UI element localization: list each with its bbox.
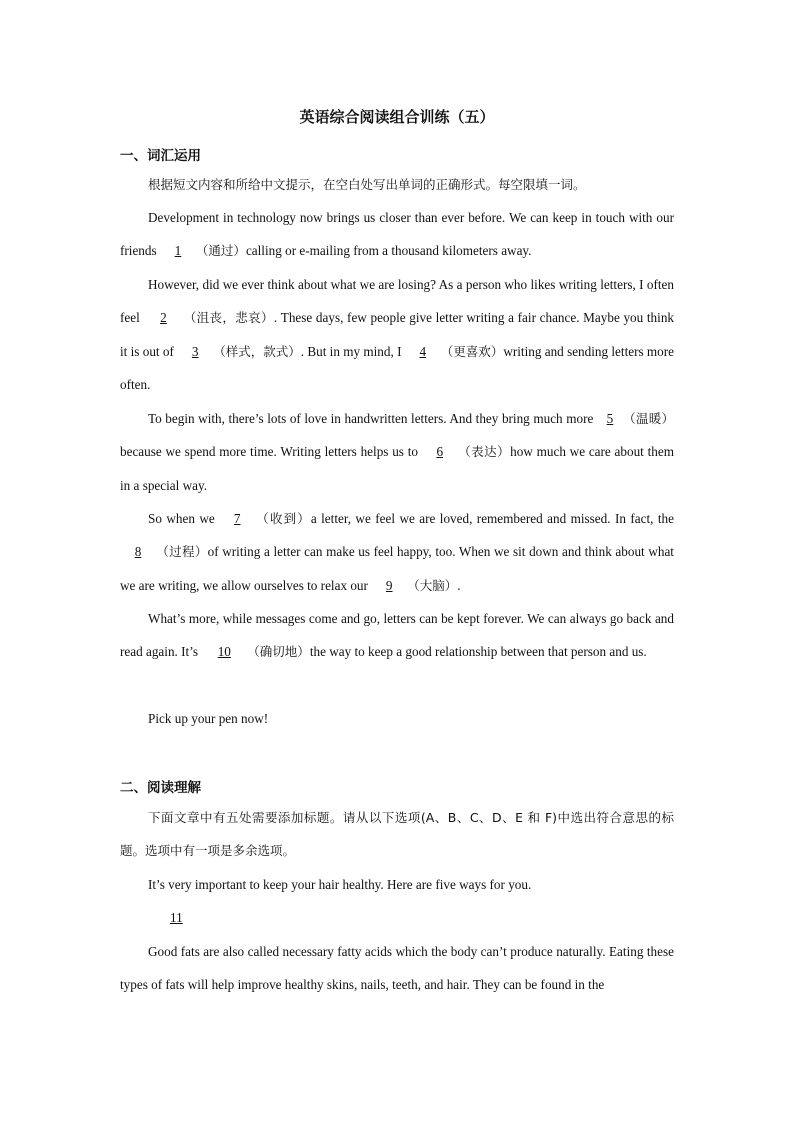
paragraph-text: Development in technology now brings us closer than ever before. We can keep in touch with our friends xyxy=(120,210,674,259)
blank-2[interactable]: 2 xyxy=(160,310,167,326)
paragraph-text: how much we care about them in a special way. xyxy=(120,444,674,493)
hint-7: （收到） xyxy=(255,511,311,526)
instruction-text: 根据短文内容和所给中文提示，在空白处写出单词的正确形式。每空限填一词。 xyxy=(148,177,586,192)
paragraph-text: What’s more, while messages come and go, letters can be kept forever. We can always go back and read again. It’s xyxy=(120,611,674,660)
page-title: 英语综合阅读组合训练（五） xyxy=(299,108,495,126)
hint-2: （沮丧，悲哀） xyxy=(183,310,274,326)
paragraph-text: Good fats are also called necessary fatty acids which the body can’t produce naturally. Eating these types of fats will help improve healthy skins, nails, teeth, and hair. They can be found in the xyxy=(120,944,674,993)
paragraph-text: . These days, few people give letter writing a fair chance. Maybe you think it is out of xyxy=(120,310,675,359)
blank-4[interactable]: 4 xyxy=(419,343,427,359)
paragraph-text: . But in my mind, I xyxy=(300,343,402,359)
paragraph-text: So when we xyxy=(148,511,215,526)
paragraph-text: It’s very important to keep your hair healthy. Here are five ways for you. xyxy=(148,877,532,892)
blank-5[interactable]: 5 xyxy=(606,411,614,426)
paragraph-text: the way to keep a good relationship between that person and us. xyxy=(309,644,647,660)
reading-paragraph-1 xyxy=(120,935,674,1002)
blank-8[interactable]: 8 xyxy=(134,544,142,560)
paragraph-text: Pick up your pen now! xyxy=(148,711,269,726)
blank-10[interactable]: 10 xyxy=(217,644,231,660)
instruction-text: 下面文章中有五处需要添加标题。请从以下选项(A、B、C、D、E 和 F)中选出符合意思的标题。选项中有一项是多余选项。 xyxy=(120,810,674,859)
paragraph-text: To begin with, there’s lots of love in handwritten letters. And they bring much more xyxy=(148,411,594,426)
paragraph-text: writing and sending letters more often. xyxy=(120,343,675,393)
hint-8: （过程） xyxy=(156,544,208,560)
paragraph-text: of writing a letter can make us feel happy, too. When we sit down and think about what we are writing, we allow ourselves to relax our xyxy=(120,544,674,593)
section-heading-reading: 二、阅读理解 xyxy=(120,780,201,796)
vocabulary-instruction xyxy=(120,168,674,201)
reading-instruction xyxy=(120,801,674,868)
hint-9: （大脑） xyxy=(407,577,458,593)
blank-1[interactable]: 1 xyxy=(174,243,182,259)
hint-6: （表达） xyxy=(457,444,511,460)
hint-5: （温暖） xyxy=(622,411,674,426)
blank-11[interactable]: 11 xyxy=(170,910,183,925)
paragraph-2 xyxy=(120,268,674,402)
paragraph-3 xyxy=(120,402,674,502)
hint-4: （更喜欢） xyxy=(440,343,504,359)
section-heading-vocabulary: 一、词汇运用 xyxy=(120,148,201,164)
hint-1: （通过） xyxy=(195,243,246,259)
paragraph-text: calling or e-mailing from a thousand kilometers away. xyxy=(245,243,532,259)
paragraph-1 xyxy=(120,201,674,268)
reading-intro xyxy=(120,868,674,901)
paragraph-5 xyxy=(120,602,674,669)
blank-11-line xyxy=(120,901,674,934)
hint-3: （样式，款式） xyxy=(213,343,301,359)
paragraph-4 xyxy=(120,502,674,602)
paragraph-6 xyxy=(120,702,674,735)
blank-6[interactable]: 6 xyxy=(436,444,444,460)
blank-9[interactable]: 9 xyxy=(385,577,393,593)
hint-10: （确切地） xyxy=(247,644,310,660)
paragraph-text: . xyxy=(457,577,461,593)
blank-3[interactable]: 3 xyxy=(191,343,199,359)
blank-7[interactable]: 7 xyxy=(233,511,241,526)
paragraph-text: However, did we ever think about what we are losing? As a person who likes writing letters, I often feel xyxy=(120,277,674,326)
paragraph-text: a letter, we feel we are loved, remembered and missed. In fact, the xyxy=(310,511,674,526)
paragraph-text: because we spend more time. Writing letters helps us to xyxy=(120,444,418,460)
